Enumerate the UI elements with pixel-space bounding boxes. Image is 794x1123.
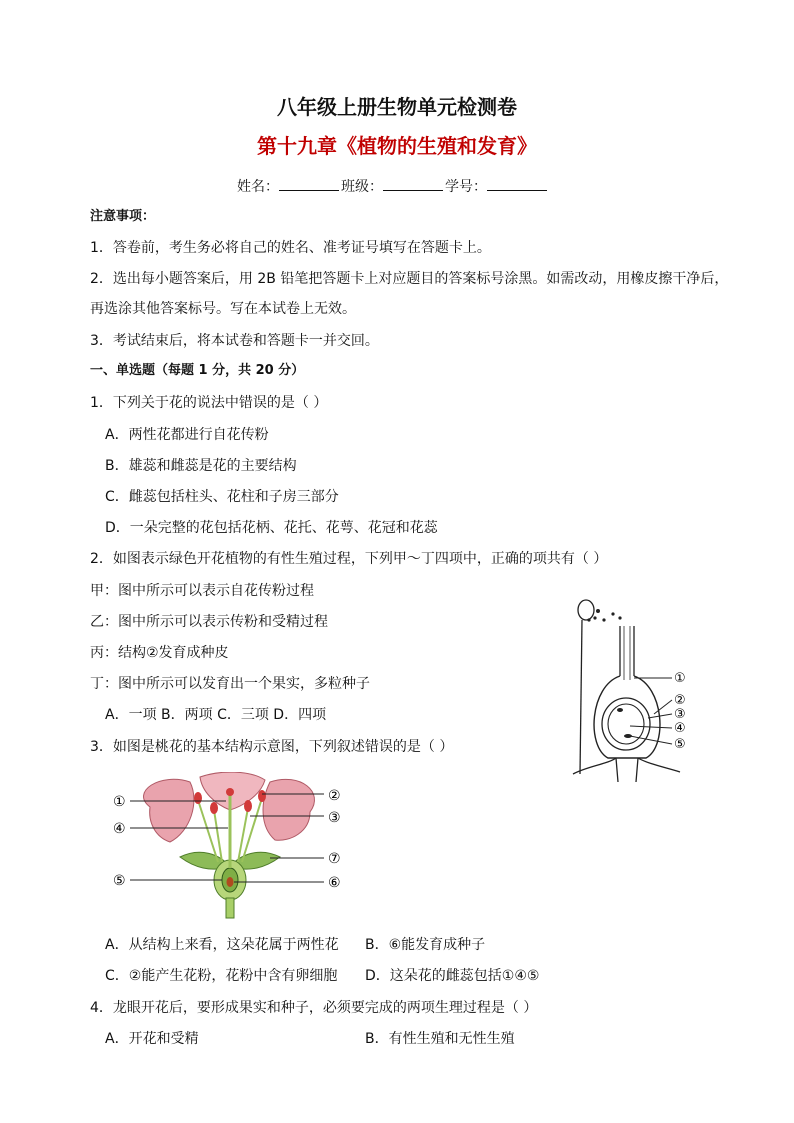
anther [210, 802, 218, 814]
q4-option-b[interactable]: B．有性生殖和无性生殖 [365, 1031, 515, 1047]
notice-item-1: 1．答卷前，考生务必将自己的姓名、准考证号填写在答题卡上。 [90, 240, 491, 256]
pollen-grain [596, 609, 600, 613]
q3-option-a[interactable]: A．从结构上来看，这朵花属于两性花 [105, 937, 339, 953]
filament [238, 808, 248, 862]
label-3: ③ [674, 707, 686, 722]
section-heading: 一、单选题（每题 1 分，共 20 分） [90, 363, 305, 378]
q2-stem: 2．如图表示绿色开花植物的有性生殖过程，下列甲～丁四项中，正确的项共有（ ） [90, 551, 608, 567]
pollen-tube [624, 626, 630, 680]
anther [258, 790, 266, 802]
label-1: ① [674, 671, 686, 686]
ovule [227, 877, 234, 887]
chapter-subtitle: 第十九章《植物的生殖和发育》 [257, 134, 537, 158]
q3-option-c[interactable]: C．②能产生花粉，花粉中含有卵细胞 [105, 968, 338, 984]
anther [244, 800, 252, 812]
receptacle [573, 758, 680, 774]
notice-heading: 注意事项： [90, 209, 156, 224]
pistil-fertilization-diagram [568, 596, 708, 786]
label-5: ⑤ [674, 737, 686, 752]
label-2: ② [328, 788, 341, 804]
label-1: ① [113, 794, 126, 810]
q2-statement-ding: 丁：图中所示可以发育出一个果实，多粒种子 [90, 676, 370, 692]
anther [194, 792, 202, 804]
notice-item-2b: 再选涂其他答案标号。写在本试卷上无效。 [90, 301, 356, 317]
q1-stem: 1．下列关于花的说法中错误的是（ ） [90, 395, 328, 411]
label-6: ⑥ [328, 875, 341, 891]
petal-left [144, 779, 194, 842]
flower-stalk [616, 758, 638, 782]
peach-flower-diagram [110, 772, 350, 922]
label-7: ⑦ [328, 851, 341, 867]
pollen-grain [611, 612, 614, 615]
student-info-line [237, 176, 549, 196]
notice-item-2a: 2．选出每小题答案后，用 2B 铅笔把答题卡上对应题目的答案标号涂黑。如需改动，用橡皮擦干净后， [90, 271, 729, 287]
anther-shape [578, 600, 594, 620]
q2-statement-jia: 甲：图中所示可以表示自花传粉过程 [90, 583, 314, 599]
pollen-grain [602, 618, 605, 621]
ovary-wall [594, 676, 660, 758]
q3-stem: 3．如图是桃花的基本结构示意图，下列叙述错误的是（ ） [90, 739, 454, 755]
q4-option-a[interactable]: A．开花和受精 [105, 1031, 199, 1047]
id-blank[interactable] [487, 176, 547, 191]
label-5: ⑤ [113, 873, 126, 889]
label-4: ④ [113, 821, 126, 837]
ovule-outer [602, 698, 650, 750]
stamen-filament [580, 620, 582, 774]
id-label: 学号： [445, 179, 487, 195]
q2-options[interactable]: A．一项 B．两项 C．三项 D．四项 [105, 707, 327, 723]
page-title: 八年级上册生物单元检测卷 [277, 95, 517, 119]
q1-option-c[interactable]: C．雌蕊包括柱头、花柱和子房三部分 [105, 489, 339, 505]
notice-item-3: 3．考试结束后，将本试卷和答题卡一并交回。 [90, 333, 379, 349]
class-blank[interactable] [383, 176, 443, 191]
q3-option-d[interactable]: D．这朵花的雌蕊包括①④⑤ [365, 968, 540, 984]
label-2: ② [674, 693, 686, 708]
q1-option-a[interactable]: A．两性花都进行自花传粉 [105, 427, 269, 443]
flower-stalk [226, 898, 234, 918]
q2-statement-bing: 丙：结构②发育成种皮 [90, 645, 229, 661]
name-label: 姓名： [237, 179, 279, 195]
q2-statement-yi: 乙：图中所示可以表示传粉和受精过程 [90, 614, 328, 630]
style-outline [620, 626, 634, 676]
q1-option-d[interactable]: D．一朵完整的花包括花柄、花托、花萼、花冠和花蕊 [105, 520, 438, 536]
q3-option-b[interactable]: B．⑥能发育成种子 [365, 937, 486, 953]
leader-line [630, 726, 672, 728]
stigma [226, 788, 234, 796]
q4-stem: 4．龙眼开花后，要形成果实和种子，必须要完成的两项生理过程是（ ） [90, 1000, 538, 1016]
label-3: ③ [328, 810, 341, 826]
egg-cell [617, 708, 623, 712]
name-blank[interactable] [279, 176, 339, 191]
label-4: ④ [674, 721, 686, 736]
class-label: 班级： [341, 179, 383, 195]
petal-right [263, 779, 314, 840]
q1-option-b[interactable]: B．雄蕊和雌蕊是花的主要结构 [105, 458, 297, 474]
pollen-grain [618, 616, 621, 619]
pollen-grain [593, 616, 596, 619]
